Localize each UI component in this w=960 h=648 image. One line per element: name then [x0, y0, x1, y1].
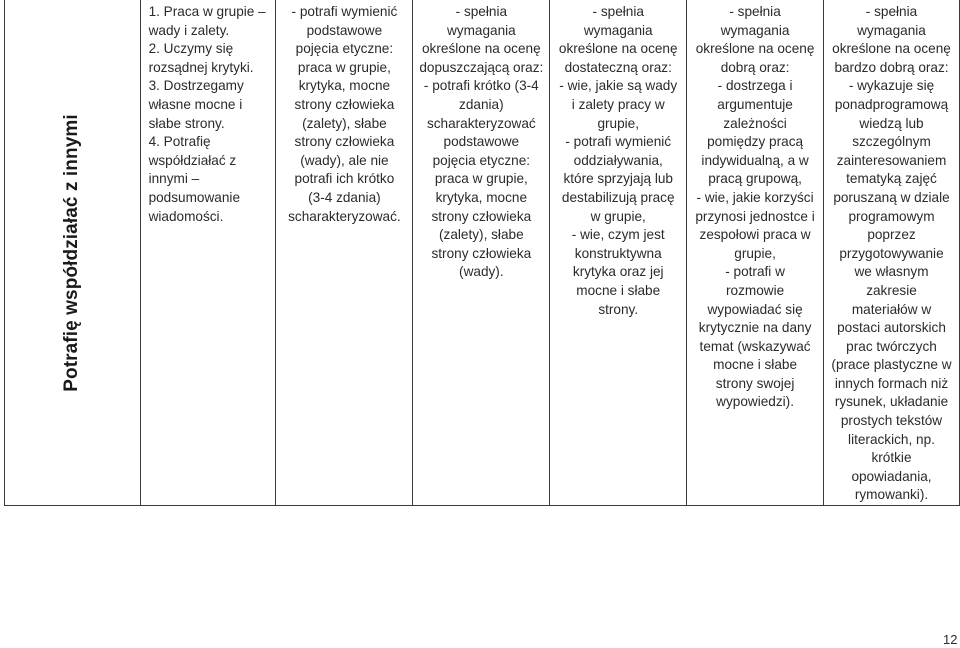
topic-cell	[5, 0, 141, 506]
topic-title: Potrafię współdziałać z innymi	[61, 113, 83, 392]
grade-cell-dostateczny	[413, 0, 550, 506]
grade-cell-dobry	[550, 0, 687, 506]
grade-requirements-text: - spełnia wymagania określone na ocenę bardzo dobrą oraz: - wykazuje się ponadprogramową wiedzą lub szczególnym zainteresowaniem tematyką zajęć poruszaną w dziale programowym poprzez przygotowywanie we własnym zakresie materiałów w postaci autorskich prac twórczych (prace plastyczne w innych formach niż rysunek, układanie prostych tekstów literackich, np. krótkie opowiadania, rymowanki).	[831, 4, 952, 503]
grade-cell-dopuszczajacy	[276, 0, 413, 506]
table-row	[5, 0, 960, 506]
grade-cell-celujacy	[824, 0, 960, 506]
grade-cell-bardzo-dobry	[687, 0, 824, 506]
grade-requirements-text: - spełnia wymagania określone na ocenę dobrą oraz: - dostrzega i argumentuje zależności pomiędzy pracą indywidualną, a w pracą grupową, - wie, jakie korzyści przynosi jednostce i zespołowi praca w grupie, - potrafi w rozmowie wypowiadać się krytycznie na dany temat (wskazywać mocne i słabe strony swojej wypowiedzi).	[695, 4, 815, 410]
skills-cell	[140, 0, 276, 506]
skills-list: 1. Praca w grupie – wady i zalety. 2. Uczymy się rozsądnej krytyki. 3. Dostrzegamy własne mocne i słabe strony. 4. Potrafię współdziałać z innymi – podsumowanie wiadomości.	[148, 4, 266, 224]
curriculum-table	[4, 0, 960, 506]
grade-requirements-text: - spełnia wymagania określone na ocenę dostateczną oraz: - wie, jakie są wady i zalety pracy w grupie, - potrafi wymienić oddziaływania, które sprzyjają lub destabilizują pracę w grupie, - wie, czym jest konstruktywna krytyka oraz jej mocne i słabe strony.	[558, 4, 678, 317]
page-number: 12	[943, 632, 958, 647]
grade-requirements-text: - spełnia wymagania określone na ocenę dopuszczającą oraz: - potrafi krótko (3-4 zdania) scharakteryzować podstawowe pojęcia etyczne: praca w grupie, krytyka, mocne strony człowieka (zalety), słabe strony człowieka (wady).	[419, 4, 544, 280]
grade-requirements-text: - potrafi wymienić podstawowe pojęcia etyczne: praca w grupie, krytyka, mocne strony człowieka (zalety), słabe strony człowieka (wady), ale nie potrafi ich krótko (3-4 zdania) scharakteryzować.	[288, 4, 401, 224]
